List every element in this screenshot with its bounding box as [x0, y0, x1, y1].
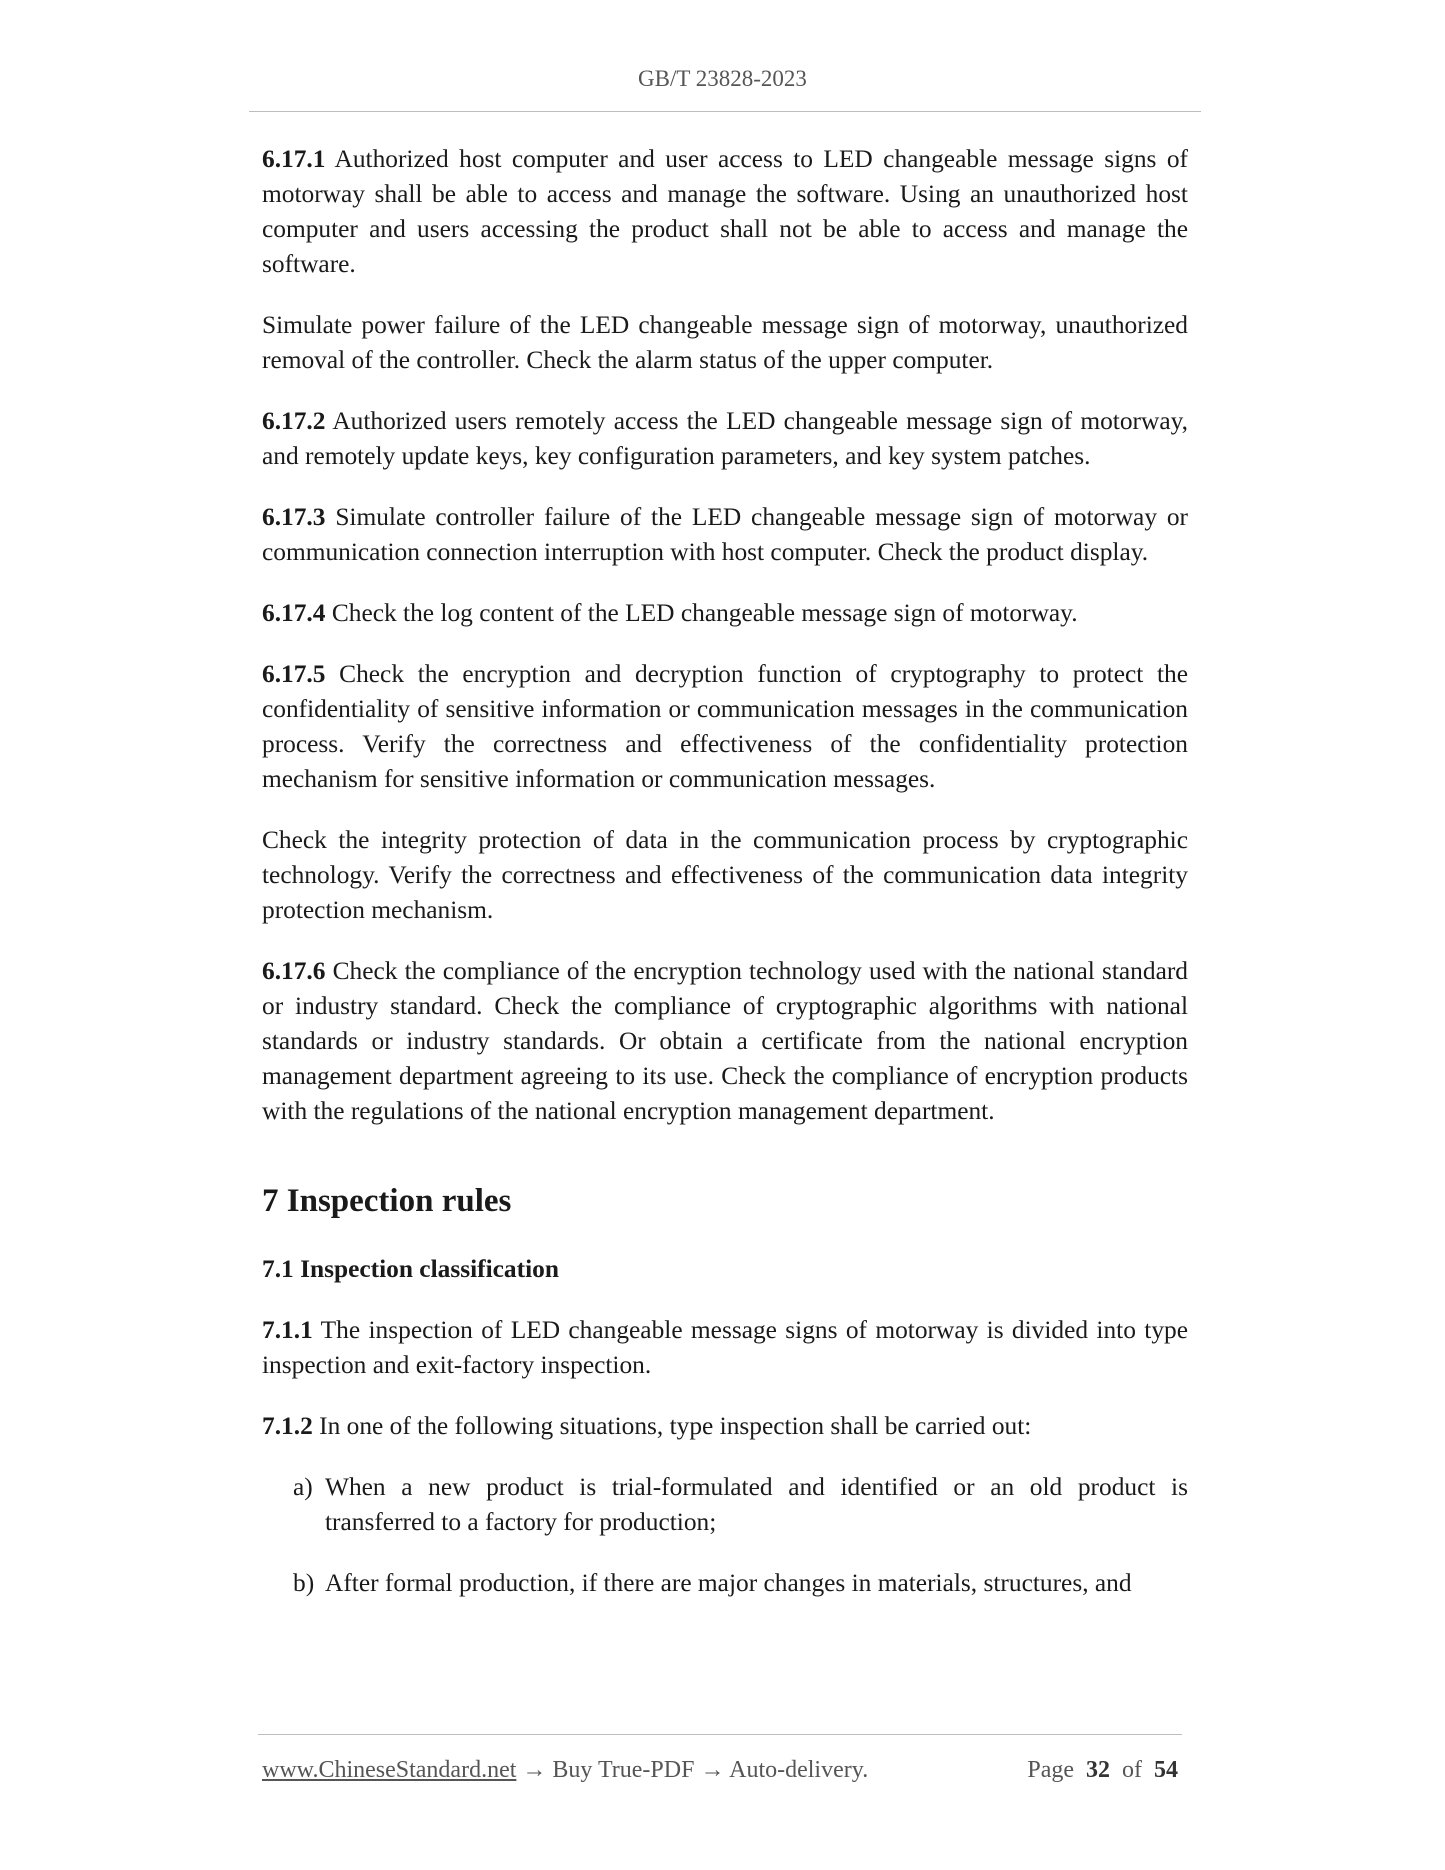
list-marker: b) [293, 1569, 315, 1597]
paragraph [262, 404, 1188, 474]
promo-text: → Buy True-PDF → Auto-delivery. [516, 1757, 869, 1783]
clause-number: 7.1.2 [262, 1412, 313, 1440]
list-item [262, 1470, 1188, 1540]
clause-number: 6.17.2 [262, 407, 326, 435]
section-6-17-paragraphs [262, 142, 1188, 1129]
list-marker: a) [293, 1473, 313, 1501]
paragraph-text: Check the compliance of the encryption technology used with the national standard or industry standard. Check the compliance of cryptographic algorithms with national standards or industry standards. Or obtain a certificate from the national encryption management department agreeing to its use. Check the compliance of encryption products with the regulations of the national encryption management department. [262, 957, 1188, 1125]
list-item-text: After formal production, if there are major changes in materials, structures, and [325, 1569, 1132, 1597]
page-footer [262, 1755, 1182, 1785]
page-header [0, 66, 1445, 92]
paragraph [262, 657, 1188, 797]
page-body [262, 142, 1188, 1627]
paragraph [262, 954, 1188, 1129]
paragraph [262, 1313, 1188, 1383]
section-7-1-heading: 7.1 Inspection classification [262, 1255, 559, 1283]
page-indicator [1027, 1755, 1178, 1785]
paragraph-text: Authorized users remotely access the LED changeable message sign of motorway, and remotely update keys, key configuration parameters, and key system patches. [262, 407, 1188, 470]
footer-divider [258, 1734, 1182, 1735]
paragraph [262, 308, 1188, 378]
paragraph-text: Simulate power failure of the LED changeable message sign of motorway, unauthorized removal of the controller. Check the alarm status of the upper computer. [262, 311, 1188, 374]
paragraph [262, 596, 1188, 631]
clause-number: 6.17.4 [262, 599, 326, 627]
paragraph [262, 1409, 1188, 1444]
header-divider [249, 111, 1201, 112]
total-pages: 54 [1154, 1757, 1178, 1783]
paragraph [262, 500, 1188, 570]
list-item [262, 1566, 1188, 1601]
clause-number: 6.17.1 [262, 145, 326, 173]
situation-list [262, 1470, 1188, 1601]
clause-number: 6.17.3 [262, 503, 326, 531]
section-7-heading: 7 Inspection rules [262, 1183, 512, 1219]
page-label: Page [1027, 1757, 1074, 1783]
paragraph-text: Check the encryption and decryption function of cryptography to protect the confidentiality of sensitive information or communication messages in the communication process. Verify the correctness and effectiveness of the confidentiality protection mechanism for sensitive information or communication messages. [262, 660, 1188, 793]
page-number: 32 [1086, 1757, 1110, 1783]
of-label: of [1122, 1757, 1142, 1783]
paragraph-text: Authorized host computer and user access to LED changeable message signs of motorway shall be able to access and manage the software. Using an unauthorized host computer and users accessing the product shall not be able to access and manage the software. [262, 145, 1188, 278]
section-7-1-paragraphs [262, 1313, 1188, 1444]
paragraph-text: Simulate controller failure of the LED changeable message sign of motorway or communication connection interruption with host computer. Check the product display. [262, 503, 1188, 566]
list-item-text: When a new product is trial-formulated and identified or an old product is transferred to a factory for production; [325, 1473, 1188, 1536]
clause-number: 6.17.5 [262, 660, 326, 688]
website-link[interactable]: www.ChineseStandard.net [262, 1757, 517, 1783]
document-id: GB/T 23828-2023 [638, 66, 807, 91]
paragraph-text: Check the log content of the LED changeable message sign of motorway. [325, 599, 1078, 627]
paragraph [262, 823, 1188, 928]
clause-number: 7.1.1 [262, 1316, 313, 1344]
clause-number: 6.17.6 [262, 957, 326, 985]
paragraph-text: In one of the following situations, type inspection shall be carried out: [312, 1412, 1032, 1440]
paragraph [262, 142, 1188, 282]
paragraph-text: Check the integrity protection of data in the communication process by cryptographic technology. Verify the correctness and effectiveness of the communication data integrity protection mechanism. [262, 826, 1188, 924]
paragraph-text: The inspection of LED changeable message signs of motorway is divided into type inspection and exit-factory inspection. [262, 1316, 1188, 1379]
